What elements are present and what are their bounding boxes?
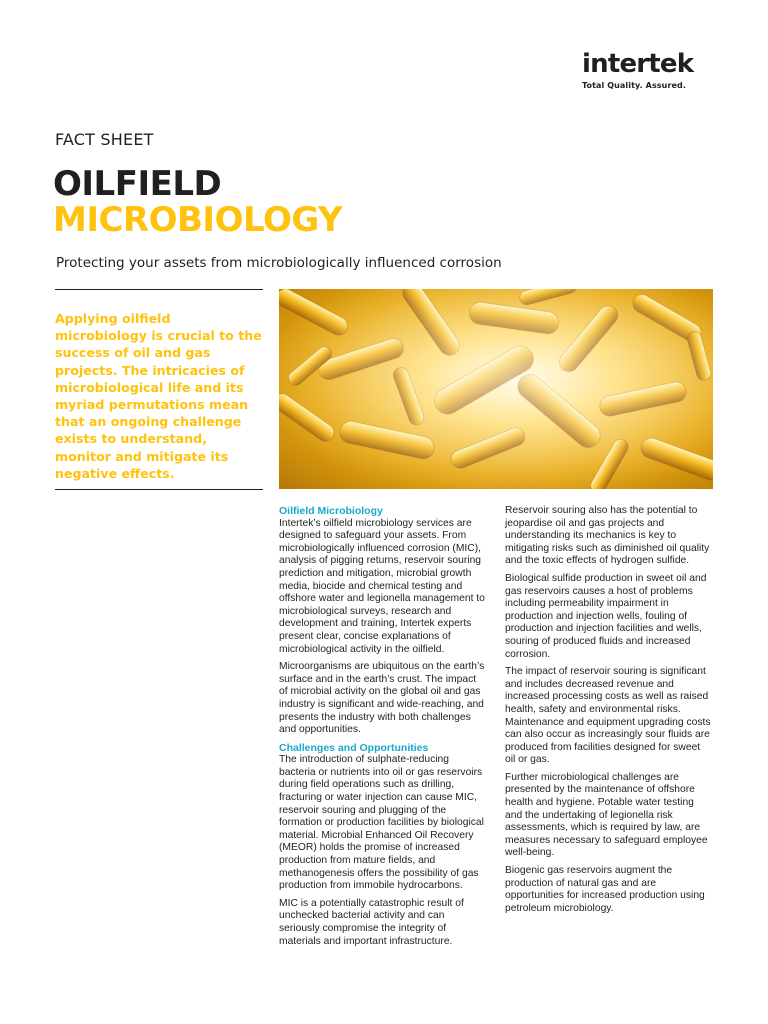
paragraph: Microorganisms are ubiquitous on the earth’s surface and in the earth’s crust. The impact of microbial activity on the global oil and gas industry is significant and wide-reaching, and presents the industry with both challenges and opportunities. bbox=[279, 661, 485, 736]
paragraph: The impact of reservoir souring is significant and includes decreased revenue and increased processing costs as well as raised health, safety and environmental risks. Maintenance and equipment upgrading costs can also occur as increasingly sour fluids are produced from facilities designed for sweet oil or gas. bbox=[505, 666, 711, 766]
intro-paragraph: Applying oilfield microbiology is crucial to the success of oil and gas projects. The intricacies of microbiological life and its myriad permutations mean that an ongoing challenge exists to understand, monitor and mitigate its negative effects. bbox=[55, 311, 262, 481]
page-subtitle: Protecting your assets from microbiologically influenced corrosion bbox=[56, 255, 502, 271]
fact-sheet-label: FACT SHEET bbox=[55, 130, 154, 149]
divider-top bbox=[55, 289, 263, 290]
paragraph: Intertek’s oilfield microbiology services are designed to safeguard your assets. From microbiologically influenced corrosion (MIC), analysis of pigging returns, reservoir souring prediction and mitigation, microbial growth media, biocide and chemical testing and offshore water and legionella management to microbiological surveys, research and development and training, Intertek experts present clear, concise explanations of microbiological activity in the oilfield. bbox=[279, 517, 485, 655]
body-column-right bbox=[505, 505, 713, 920]
section-heading-oilfield-microbiology: Oilfield Microbiology bbox=[279, 505, 383, 517]
title-line-2: MICROBIOLOGY bbox=[53, 200, 343, 240]
paragraph: Further microbiological challenges are presented by the maintenance of offshore health and hygiene. Potable water testing and the undertaking of legionella risk assessments, which is required by law, are measures necessary to safeguard employee well-being. bbox=[505, 771, 708, 859]
paragraph: MIC is a potentially catastrophic result of unchecked bacterial activity and can seriously compromise the integrity of materials and important infrastructure. bbox=[279, 897, 464, 947]
body-column-left bbox=[279, 505, 487, 953]
intertek-logo bbox=[582, 50, 722, 90]
paragraph: Reservoir souring also has the potential to jeopardise oil and gas projects and understanding its mechanics is key to mitigating risks such as diminished oil quality and the toxic effects of hydrogen sulfide. bbox=[505, 505, 710, 567]
logo-wordmark: intertek bbox=[582, 49, 694, 79]
logo-tagline: Total Quality. Assured. bbox=[582, 81, 686, 90]
paragraph: The introduction of sulphate-reducing bacteria or nutrients into oil or gas reservoirs during field operations such as drilling, fracturing or water injection can cause MIC, reservoir souring and plugging of the formation or production facilities by biological material. Microbial Enhanced Oil Recovery (MEOR) holds the promise of increased production from mature fields, and methanogenesis offers the possibility of gas production from immobile hydrocarbons. bbox=[279, 754, 484, 892]
divider-bottom bbox=[55, 489, 263, 490]
title-line-1: OILFIELD bbox=[53, 164, 222, 204]
section-heading-challenges: Challenges and Opportunities bbox=[279, 741, 429, 754]
bacteria-microscopy-image bbox=[279, 289, 713, 489]
paragraph: Biological sulfide production in sweet oil and gas reservoirs causes a host of problems including permeability impairment in production and injection wells, fouling of production and injection facilities and wells, souring of produced fluids and increased corrosion. bbox=[505, 572, 707, 660]
paragraph: Biogenic gas reservoirs augment the production of natural gas and are opportunities for increased production using petroleum microbiology. bbox=[505, 865, 705, 914]
